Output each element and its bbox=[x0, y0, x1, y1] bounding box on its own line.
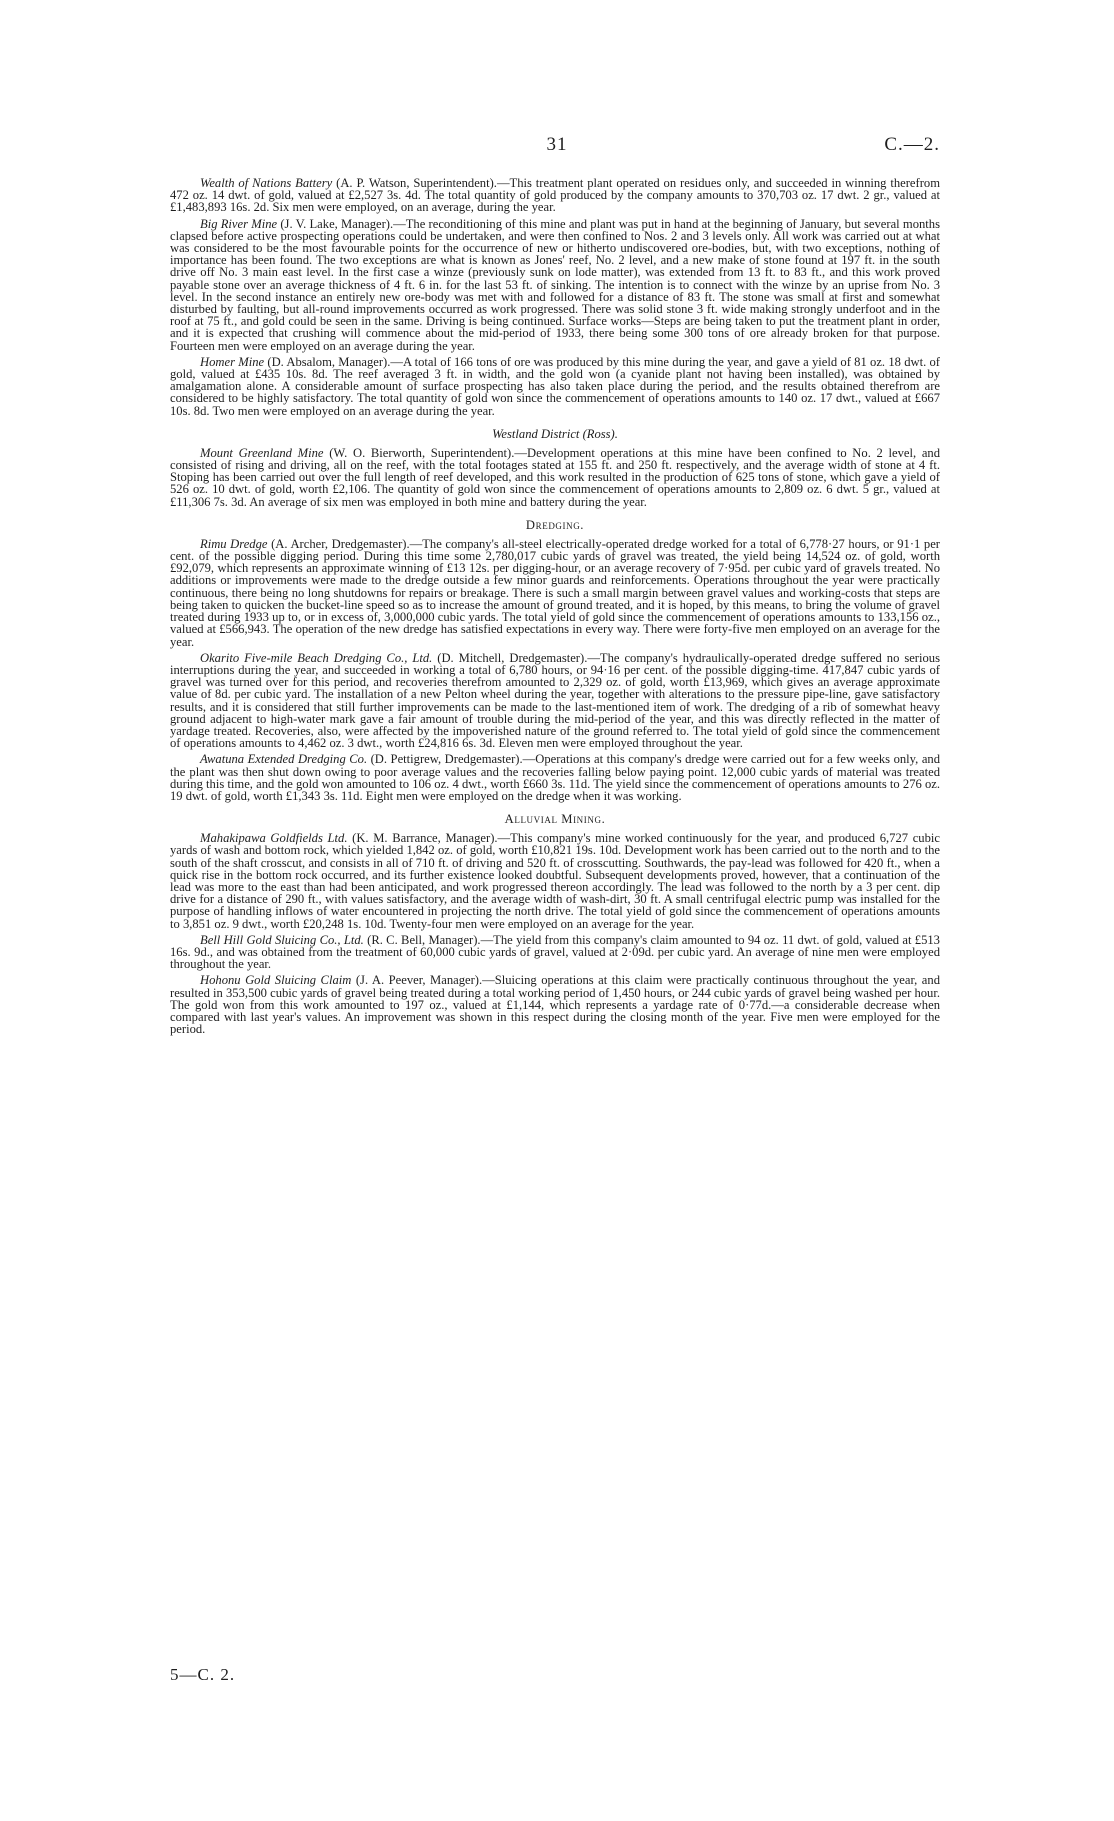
section-heading: Dredging. bbox=[525, 517, 585, 532]
paragraph bbox=[170, 934, 940, 971]
paragraph bbox=[170, 832, 940, 930]
paragraph bbox=[170, 753, 940, 802]
paragraph-text: (A. Archer, Dredgemaster).—The company's all-steel electrically-operated dredge worked for a total of 6,778·27 hours, or 91·1 per cent. of the possible digging period. During this time some 2,780,017 cubic yards of gravel was treated, the yield being 14,524 oz. of gold, worth £92,079, which represents an approximate winning of £13 12s. per digging-hour, or an average recovery of 7·95d. per cubic yard of gravels treated. No additions or improvements were made to the dredge outside a few minor guards and reinforcements. Operations throughout the year were practically continuous, there being no long shutdowns for repairs or breakage. There is such a small margin between gravel values and working-costs that steps are being taken to quicken the bucket-line speed so as to increase the amount of ground treated, and it is hoped, by this means, to bring the volume of gravel treated during 1933 up to, or in excess of, 3,000,000 cubic yards. The total yield of gold since the commencement of operations amounts to 133,156 oz., valued at £566,943. The operation of the new dredge has satisfied expectations in every way. There were forty-five men employed on an average for the year. bbox=[170, 536, 940, 649]
paragraph bbox=[170, 356, 940, 417]
paragraph-text: (J. A. Peever, Manager).—Sluicing operations at this claim were practically continuous throughout the year, and resulted in 353,500 cubic yards of gravel being treated during a total working period of 1,450 hours, or 244 cubic yards of gravel being washed per hour. The gold won from this work amounted to 197 oz., valued at £1,144, which represents a yardage rate of 0·77d.—a considerable decrease when compared with last year's values. An improvement was shown in this respect during the closing month of the year. Five men were employed for the period. bbox=[170, 973, 940, 1037]
entity-name: Mount Greenland Mine bbox=[200, 445, 324, 460]
paragraph bbox=[170, 652, 940, 750]
entity-name: Bell Hill Gold Sluicing Co., Ltd. bbox=[200, 932, 364, 947]
entity-name: Hohonu Gold Sluicing Claim bbox=[200, 973, 352, 988]
page-number: 31 bbox=[546, 134, 568, 155]
paragraph bbox=[170, 177, 940, 214]
paragraph-text: (R. C. Bell, Manager).—The yield from this company's claim amounted to 94 oz. 11 dwt. of gold, valued at £513 16s. 9d., and was obtained from the treatment of 60,000 cubic yards of gravel, valued at 2·09d. per cubic yard. An average of nine men were employed throughout the year. bbox=[170, 932, 940, 972]
entity-name: Homer Mine bbox=[200, 354, 265, 369]
paragraph bbox=[170, 538, 940, 648]
entity-name: Mahakipawa Goldfields Ltd. bbox=[200, 831, 348, 846]
entity-name: Awatuna Extended Dredging Co. bbox=[200, 752, 368, 767]
entity-name: Wealth of Nations Battery bbox=[200, 176, 333, 190]
paragraph-text: (D. Absalom, Manager).—A total of 166 tons of ore was produced by this mine during the year, and gave a yield of 81 oz. 18 dwt. of gold, valued at £435 10s. 8d. The reef averaged 3 ft. in width, and the gold won (a cyanide plant not having been installed), was obtained by amalgamation alone. A considerable amount of surface prospecting has also taken place during the period, and the results obtained therefrom are considered to be highly satisfactory. The total quantity of gold won since the commencement of operations amounts to 140 oz. 17 dwt., valued at £667 10s. 8d. Two men were employed on an average during the year. bbox=[170, 354, 940, 418]
paragraph-text: (K. M. Barrance, Manager).—This company's mine worked continuously for the year, and produced 6,727 cubic yards of wash and bottom rock, which yielded 1,842 oz. of gold, worth £10,821 19s. 10d. Development work has been carried out to the north and to the south of the shaft crosscut, and consists in all of 710 ft. of driving and 520 ft. of crosscutting. Southwards, the pay-lead was followed for 420 ft., when a quick rise in the bottom rock occurred, and its further existence looked doubtful. Subsequent developments proved, however, that a continuation of the lead was more to the east than had been anticipated, and work progressed thereon accordingly. The lead was followed to the north by a 3 per cent. dip drive for a distance of 290 ft., with values satisfactory, and the average width of wash-dirt, 30 ft. A small centrifugal electric pump was installed for the purpose of handling inflows of water encountered in projecting the north drive. The total yield of gold since the commencement of operations amounts to 3,851 oz. 9 dwt., worth £20,248 1s. 10d. Twenty-four men were employed on an average for the year. bbox=[170, 831, 940, 931]
document-body bbox=[170, 177, 940, 1035]
paragraph-text: (A. P. Watson, Superintendent).—This treatment plant operated on residues only, and succeeded in winning therefrom 472 oz. 14 dwt. of gold, valued at £2,527 3s. 4d. The total quantity of gold produced by the company amounts to 370,703 oz. 17 dwt. 2 gr., valued at £1,483,893 16s. 2d. Six men were employed, on an average, during the year. bbox=[170, 176, 940, 215]
paragraph bbox=[170, 974, 940, 1035]
paragraph-text: (W. O. Bierworth, Superintendent).—Development operations at this mine have been confined to No. 2 level, and consisted of rising and driving, all on the reef, with the total footages stated at 155 ft. and 250 ft. respectively, and the average width of stone at 4 ft. Stoping has been carried out over the full length of reef developed, and this work resulted in the production of 625 tons of stone, which gave a yield of 526 oz. 10 dwt. of gold, worth £2,106. The quantity of gold won since the commencement of operations amounts to 2,809 oz. 6 dwt. 5 gr., valued at £11,306 7s. 3d. An average of six men was employed in both mine and battery during the year. bbox=[170, 445, 940, 509]
sheet-signature: 5—C. 2. bbox=[170, 1665, 236, 1684]
entity-name: Rimu Dredge bbox=[200, 536, 268, 551]
section-heading: Westland District (Ross). bbox=[492, 426, 618, 441]
entity-name: Big River Mine bbox=[200, 216, 278, 231]
section-heading: Alluvial Mining. bbox=[504, 812, 606, 827]
paragraph bbox=[170, 447, 940, 508]
entity-name: Okarito Five-mile Beach Dredging Co., Ltd. bbox=[200, 650, 433, 665]
paragraph-text: (D. Mitchell, Dredgemaster).—The company's hydraulically-operated dredge suffered no serious interruptions during the year, and succeeded in working a total of 6,780 hours, or 94·16 per cent. of the possible digging-time. 417,847 cubic yards of gravel was turned over for this period, and recoveries therefrom amounted to 2,329 oz. of gold, worth £13,969, which gives an average approximate value of 8d. per cubic yard. The installation of a new Pelton wheel during the year, together with alterations to the pressure pipe-line, gave satisfactory results, and it is considered that still further improvements can be made to the last-mentioned item of work. The dredging of a rib of somewhat heavy ground adjacent to high-water mark gave a fair amount of trouble during the mid-period of the year, and this was directly reflected in the matter of yardage treated. Recoveries, also, were affected by the impoverished nature of the ground referred to. The total yield of gold since the commencement of operations amounts to 4,462 oz. 3 dwt., worth £24,816 6s. 3d. Eleven men were employed throughout the year. bbox=[170, 650, 940, 751]
paragraph bbox=[170, 218, 940, 352]
paragraph-text: (D. Pettigrew, Dredgemaster).—Operations at this company's dredge were carried out for a few weeks only, and the plant was then shut down owing to poor average values and the recoveries falling below paying point. 12,000 cubic yards of material was treated during this time, and the gold won amounted to 106 oz. 4 dwt., worth £660 3s. 11d. The yield since the commencement of operations amounts to 276 oz. 19 dwt. of gold, worth £1,343 3s. 11d. Eight men were employed on the dredge when it was working. bbox=[170, 752, 941, 803]
paragraph-text: (J. V. Lake, Manager).—The reconditioning of this mine and plant was put in hand at the beginning of January, but several months clapsed before active prospecting operations could be undertaken, and were then confined to Nos. 2 and 3 levels only. All work was carried out at what was considered to be the most favourable points for the occurrence of new or hitherto undiscovered ore-bodies, but, with two exceptions, nothing of importance has been found. The two exceptions are what is known as Jones' reef, No. 2 level, and a new make of stone found at 197 ft. in the south drive off No. 3 main east level. In the first case a winze (previously sunk on lode matter), was extended from 13 ft. to 83 ft., and this work proved payable stone over an average thickness of 4 ft. 6 in. for the last 53 ft. of sinking. The intention is to connect with the winze by an uprise from No. 3 level. In the second instance an entirely new ore-body was met with and followed for a distance of 83 ft. The stone was small at first and somewhat disturbed by faulting, but all-round improvements occurred as work progressed. There was solid stone 3 ft. wide making strongly underfoot and in the roof at 75 ft., and gold could be seen in the same. Driving is being continued. Surface works—Steps are being taken to put the treatment plant in order, and it is expected that crushing will commence about the mid-period of 1933, there being some 300 tons of ore already broken for that purpose. Fourteen men were employed on an average during the year. bbox=[170, 216, 940, 353]
document-reference: C.—2. bbox=[884, 134, 940, 155]
